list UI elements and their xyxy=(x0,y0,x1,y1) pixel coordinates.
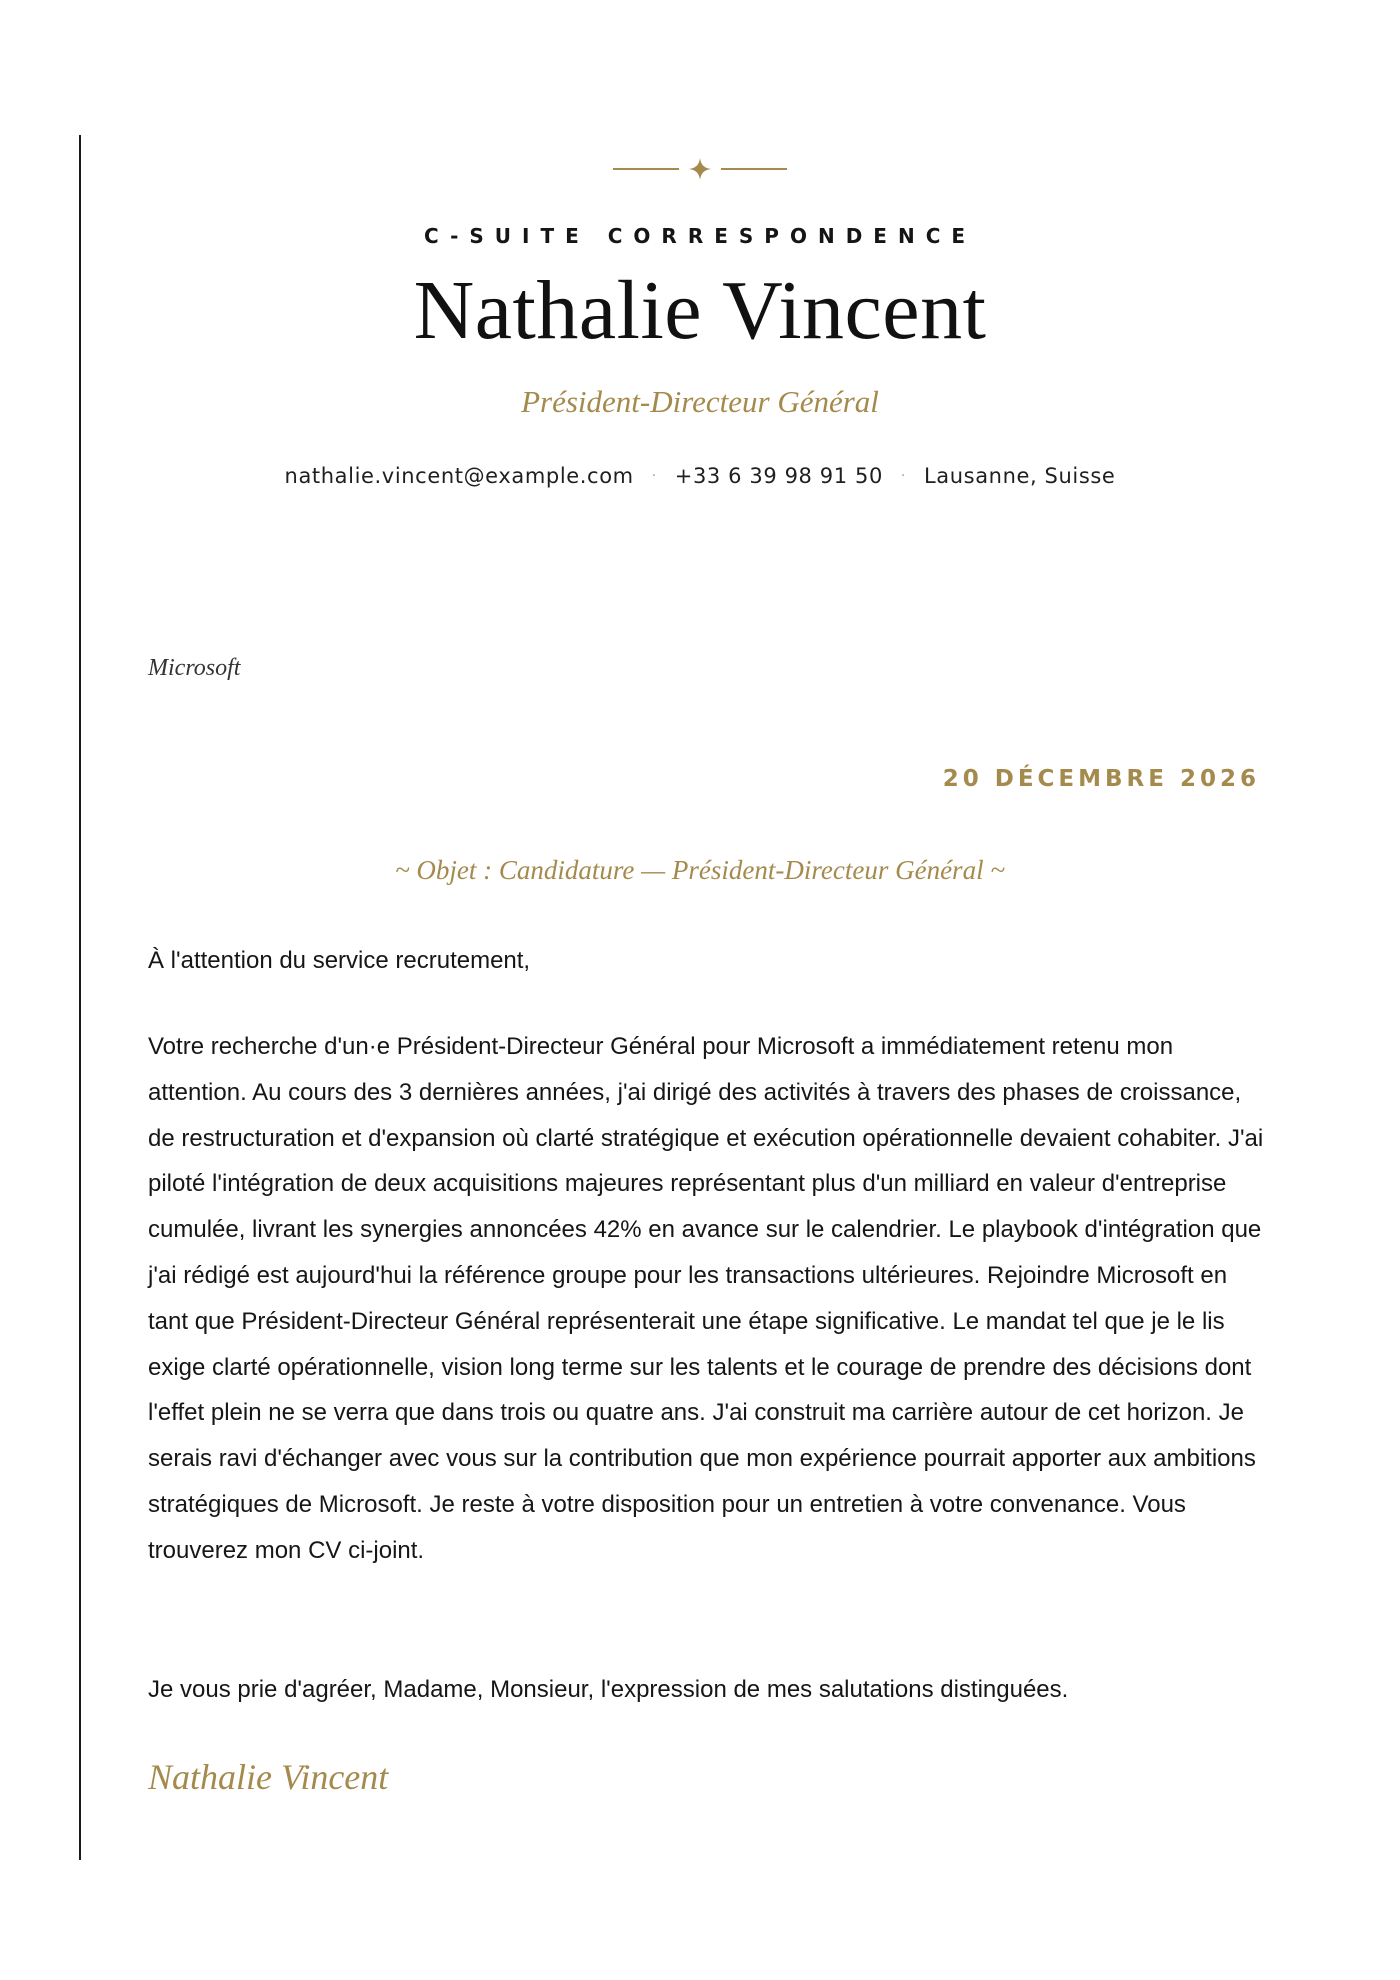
four-point-star-icon xyxy=(689,158,711,180)
header-eyebrow: C-SUITE CORRESPONDENCE xyxy=(423,224,977,248)
contact-location: Lausanne, Suisse xyxy=(923,464,1116,488)
contact-separator: · xyxy=(900,468,906,484)
letter-closing: Je vous prie d'agréer, Madame, Monsieur, l'expression de mes salutations distinguées. xyxy=(148,1676,1069,1703)
ornament-line-right xyxy=(721,168,787,170)
letter-subject: ~ Objet : Candidature — Président-Directeur Général ~ xyxy=(395,855,1005,885)
contact-separator: · xyxy=(651,468,657,484)
sender-role: Président-Directeur Général xyxy=(521,384,879,419)
sender-name: Nathalie Vincent xyxy=(413,264,987,357)
contact-line xyxy=(0,464,1400,488)
letter-date: 20 DÉCEMBRE 2026 xyxy=(942,766,1260,792)
ornament-line-left xyxy=(613,168,679,170)
recipient-company: Microsoft xyxy=(148,655,241,681)
letter-salutation: À l'attention du service recrutement, xyxy=(148,947,531,974)
contact-phone[interactable]: +33 6 39 98 91 50 xyxy=(674,464,883,488)
contact-email[interactable]: nathalie.vincent@example.com xyxy=(284,464,634,488)
letter-signature: Nathalie Vincent xyxy=(148,1757,389,1797)
header-ornament xyxy=(0,158,1400,180)
letter-body: Votre recherche d'un·e Président-Directeur Général pour Microsoft a immédiatement retenu mon attention. Au cours des 3 dernières années, j'ai dirigé des activités à travers des phases de croissance, de restructuration et d'expansion où clarté stratégique et exécution opérationnelle devaient cohabiter. J'ai piloté l'intégration de deux acquisitions majeures représentant plus d'un milliard en valeur d'entreprise cumulée, livrant les synergies annoncées 42% en avance sur le calendrier. Le playbook d'intégration que j'ai rédigé est aujourd'hui la référence groupe pour les transactions ultérieures. Rejoindre Microsoft en tant que Président-Directeur Général représenterait une étape significative. Le mandat tel que je le lis exige clarté opérationnelle, vision long terme sur les talents et le courage de prendre des décisions dont l'effet plein ne se verra que dans trois ou quatre ans. J'ai construit ma carrière autour de cet horizon. Je serais ravi d'échanger avec vous sur la contribution que mon expérience pourrait apporter aux ambitions stratégiques de Microsoft. Je reste à votre disposition pour un entretien à votre convenance. Vous trouverez mon CV ci-joint. xyxy=(148,1033,1264,1564)
